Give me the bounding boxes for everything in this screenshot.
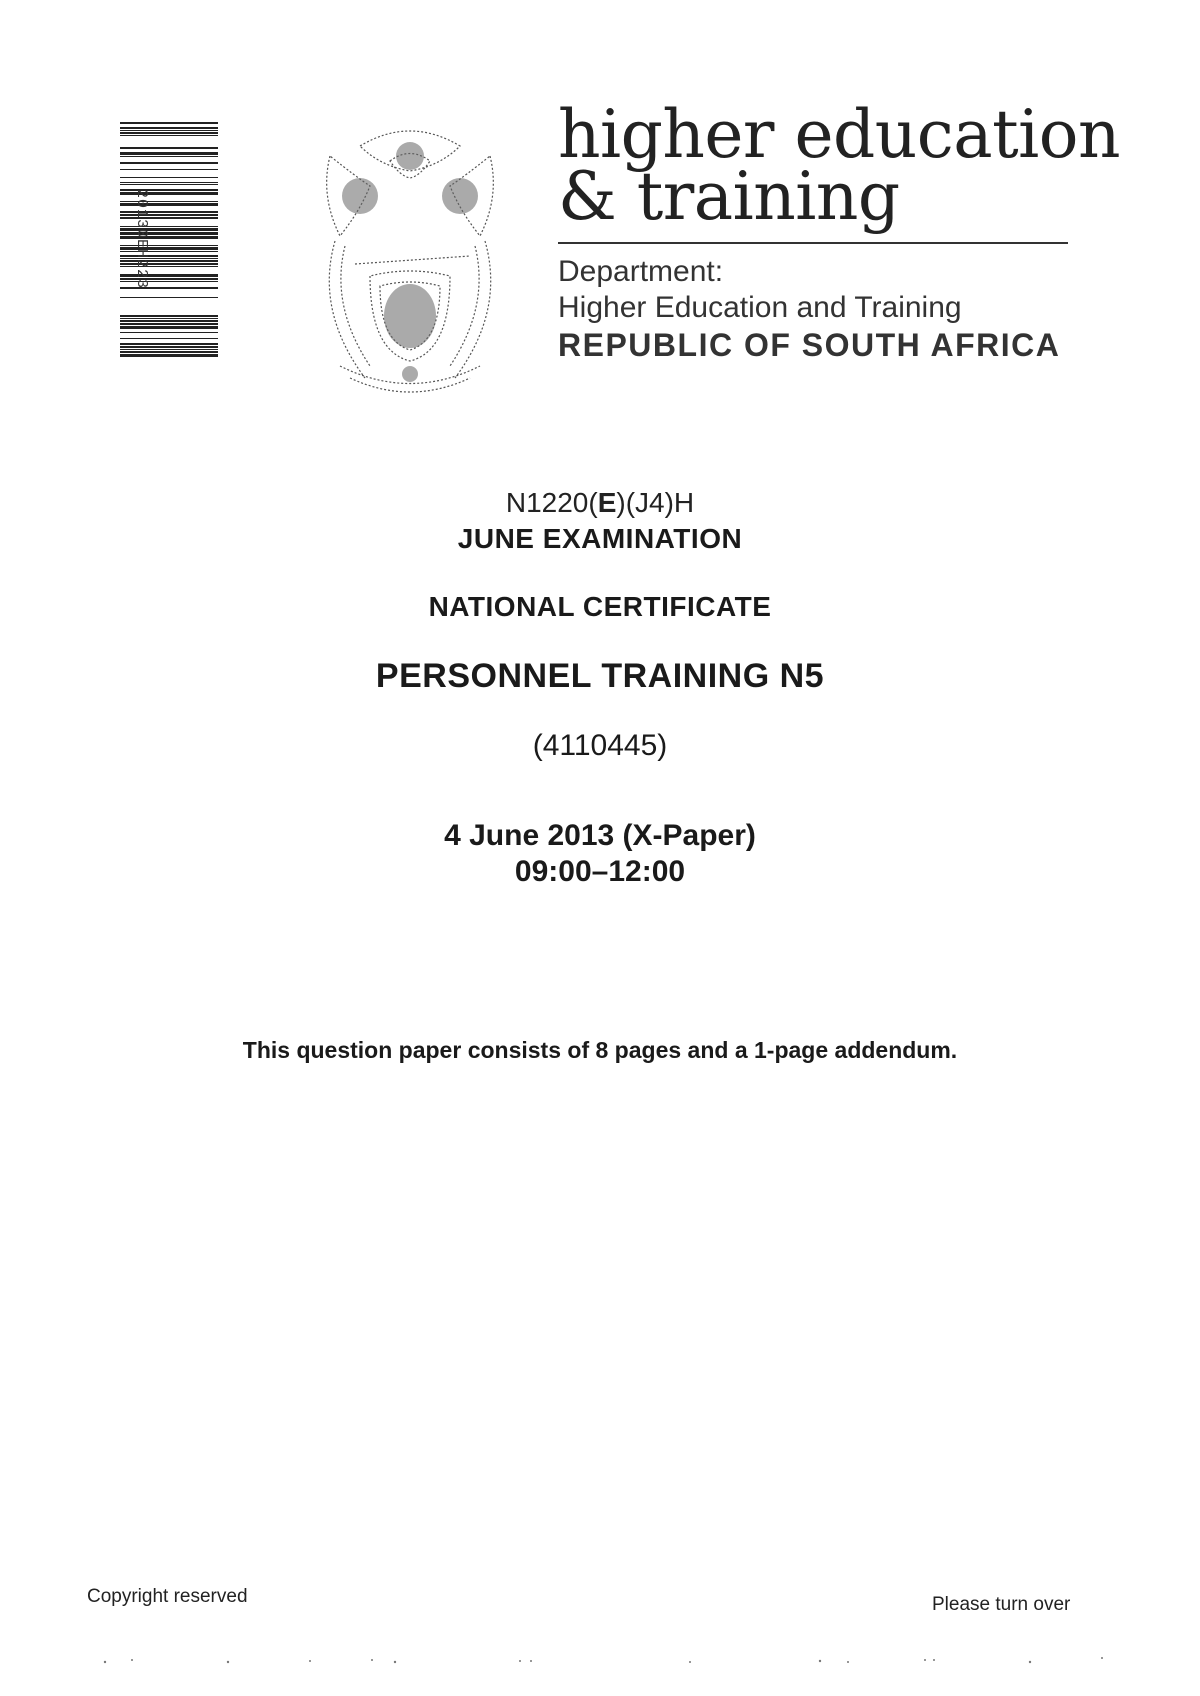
scan-noise-dots	[0, 1650, 1200, 1670]
paper-code-suffix: )(J4)H	[616, 487, 695, 518]
brand-divider	[558, 242, 1068, 244]
exam-time: 09:00–12:00	[514, 855, 686, 888]
brand-title-line-2: & training	[558, 158, 900, 235]
paper-code	[0, 486, 1200, 520]
exam-date: 4 June 2013 (X-Paper)	[444, 819, 756, 852]
barcode-number: 20130EH223	[133, 188, 150, 289]
certificate-title: NATIONAL CERTIFICATE	[428, 591, 772, 622]
subject-code: (4110445)	[532, 729, 668, 762]
paper-code-prefix: N1220(	[505, 487, 598, 518]
subject-title: PERSONNEL TRAINING N5	[375, 657, 825, 695]
turn-over-notice: Please turn over	[932, 1594, 1071, 1615]
coat-of-arms-emblem	[300, 116, 520, 394]
brand-title-line-1: higher education	[558, 96, 1120, 173]
department-label: Department:	[558, 255, 724, 288]
department-logo-block	[558, 96, 1120, 364]
paper-code-language: E	[597, 487, 617, 518]
page-count-note: This question paper consists of 8 pages and a 1-page addendum.	[242, 1037, 958, 1063]
country-name: REPUBLIC OF SOUTH AFRICA	[558, 327, 1061, 363]
department-name: Higher Education and Training	[558, 291, 962, 324]
copyright-notice: Copyright reserved	[87, 1586, 248, 1607]
exam-session: JUNE EXAMINATION	[457, 523, 743, 554]
